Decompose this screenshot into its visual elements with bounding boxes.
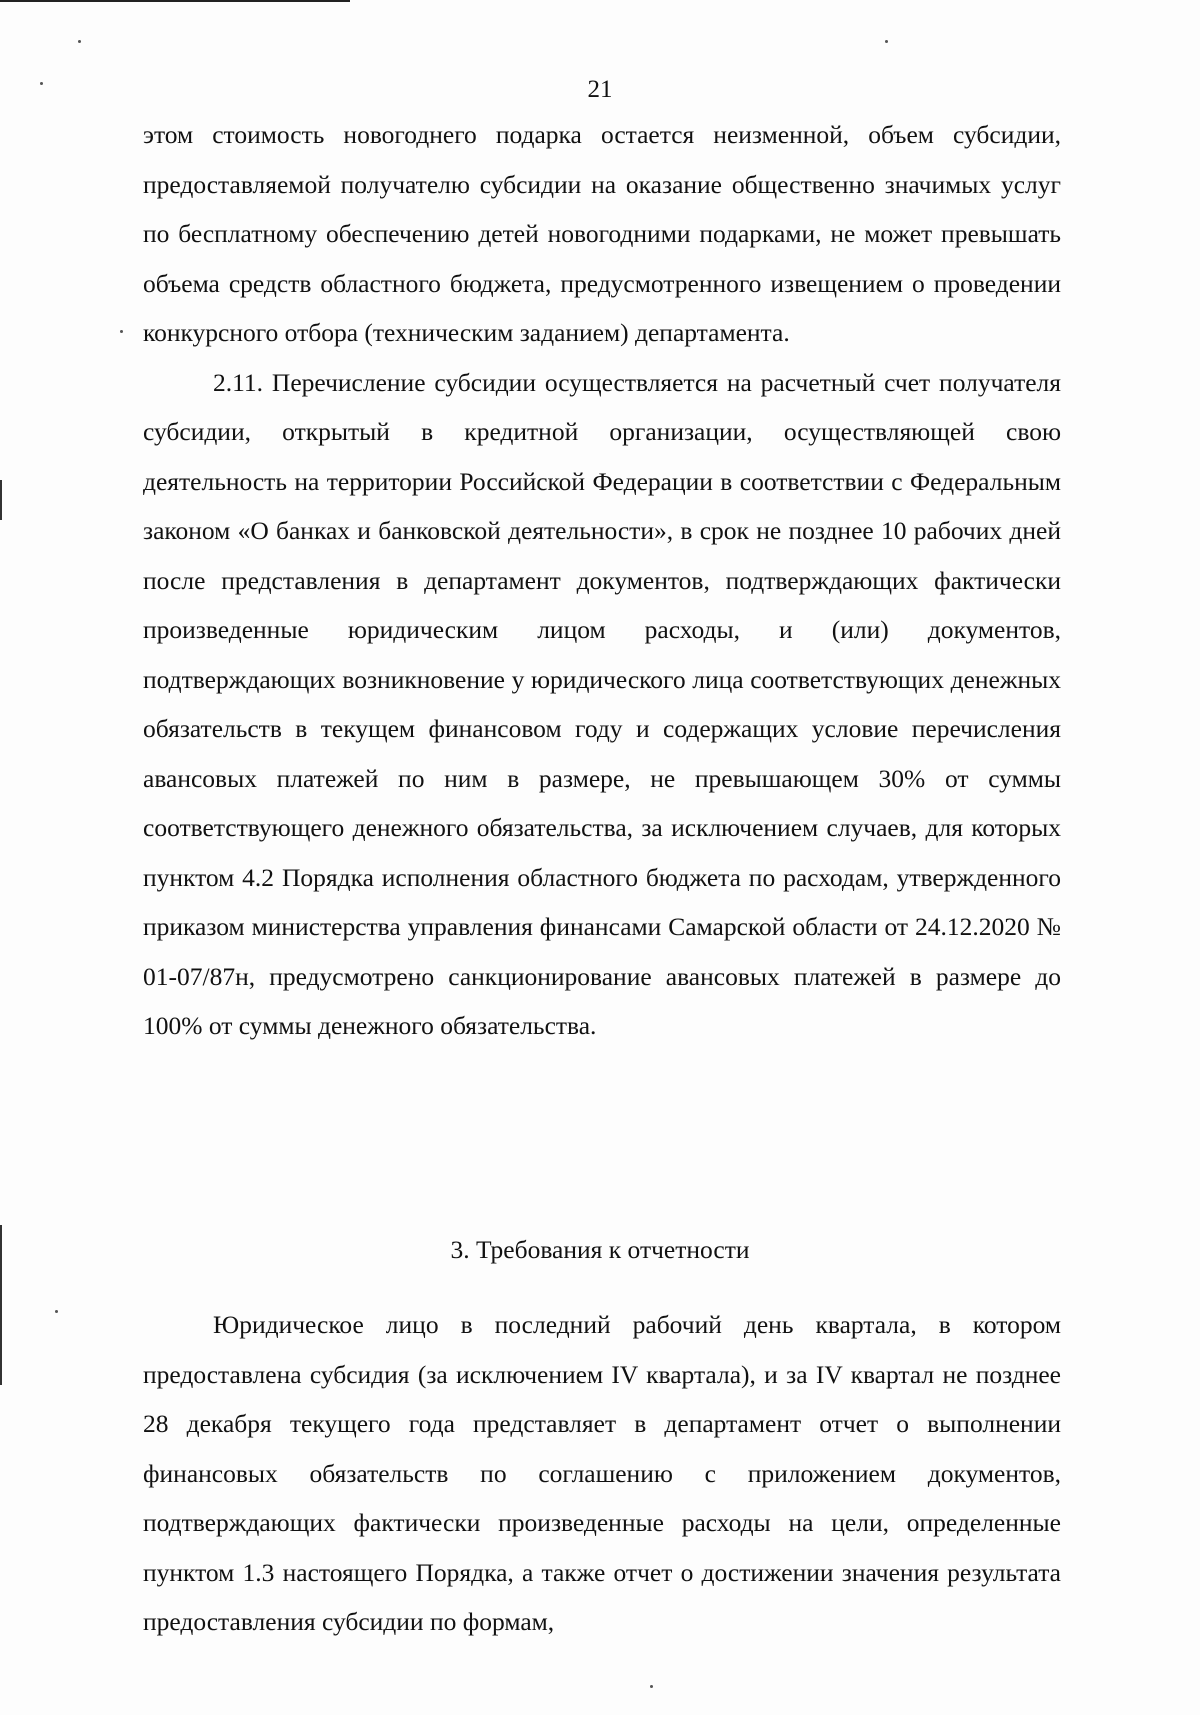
scan-speck bbox=[650, 1685, 653, 1688]
scan-speck bbox=[120, 330, 123, 333]
page-number: 21 bbox=[587, 76, 613, 103]
paragraph-continuation: этом стоимость новогоднего подарка остается неизменной, объем субсидии, предоставляемой получателю субсидии на оказание общественно значимых услуг по бесплатному обеспечению детей новогодними подарками, не может превышать объема средств областного бюджета, предусмотренного извещением о проведении конкурсного отбора (техническим заданием) департамента. bbox=[143, 120, 1061, 347]
section-heading: 3. Требования к отчетности bbox=[450, 1235, 750, 1264]
scan-edge-left-mark bbox=[0, 480, 2, 520]
paragraph-2-11: 2.11. Перечисление субсидии осуществляется на расчетный счет получателя субсидии, открытый в кредитной организации, осуществляющей свою деятельность на территории Российской Федерации в соответствии с Федеральным законом «О банках и банковской деятельности», в срок не позднее 10 рабочих дней после представления в департамент документов, подтверждающих фактически произведенные юридическим лицом расходы, и (или) документов, подтверждающих возникновение у юридического лица соответствующих денежных обязательств в текущем финансовом году и содержащих условие перечисления авансовых платежей по ним в размере, не превышающем 30% от суммы соответствующего денежного обязательства, за исключением случаев, для которых пунктом 4.2 Порядка исполнения областного бюджета по расходам, утвержденного приказом министерства управления финансами Самарской области от 24.12.2020 № 01-07/87н, предусмотрено санкционирование авансовых платежей в размере до 100% от суммы денежного обязательства. bbox=[143, 367, 1061, 1040]
body-text-bottom bbox=[143, 1300, 1061, 1647]
scan-edge-top bbox=[0, 0, 350, 2]
scan-speck bbox=[55, 1310, 58, 1313]
scan-speck bbox=[78, 40, 81, 43]
paragraph-reporting: Юридическое лицо в последний рабочий день квартала, в котором предоставлена субсидия (за исключением IV квартала), и за IV квартал не позднее 28 декабря текущего года представляет в департамент отчет о выполнении финансовых обязательств по соглашению с приложением документов, подтверждающих фактически произведенные расходы на цели, определенные пунктом 1.3 настоящего Порядка, а также отчет о достижении значения результата предоставления субсидии по формам, bbox=[143, 1310, 1061, 1636]
body-text-top bbox=[143, 110, 1061, 1051]
scan-speck bbox=[885, 40, 888, 43]
